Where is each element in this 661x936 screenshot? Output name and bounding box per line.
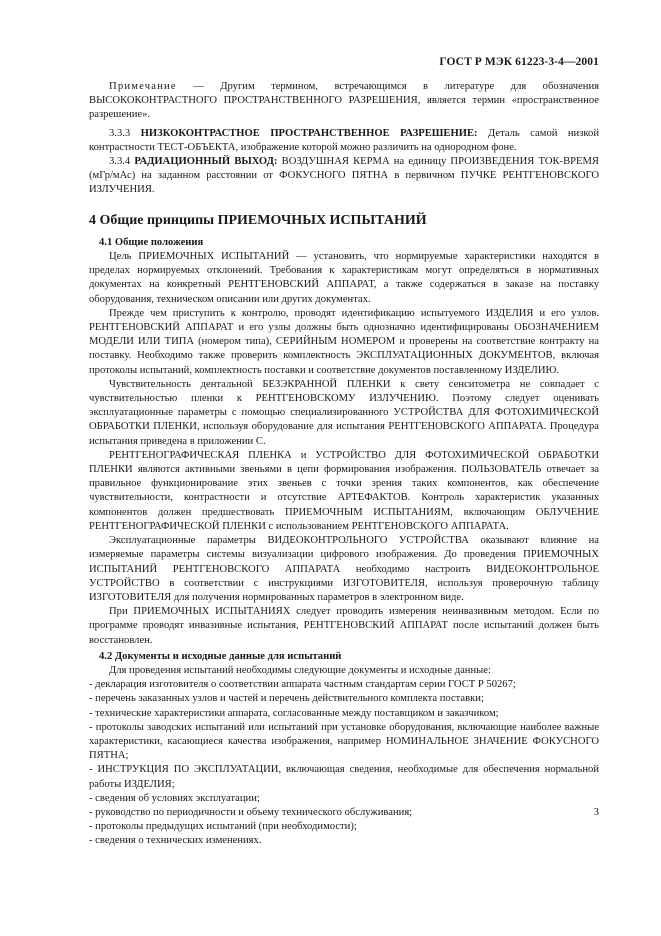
section-4-2-intro: Для проведения испытаний необходимы следующие документы и исходные данные: — [109, 664, 491, 676]
section-4-2-heading: 4.2 Документы и исходные данные для испытаний — [99, 650, 342, 662]
definition-text: ВОЗДУШНАЯ КЕРМА на единицу ПРОИЗВЕДЕНИЯ ТОК-ВРЕМЯ (мГр/мАс) на заданном расстоянии от ФОКУСНОГО ПЯТНА в первичном ПУЧКЕ РЕНТГЕНОВСКОГО ИЗЛУЧЕНИЯ. — [89, 156, 599, 196]
note-text: — Другим термином, встречающимся в литературе для обозначения ВЫСОКОКОНТРАСТНОГО ПРОСТРАНСТВЕННОГО РАЗРЕШЕНИЯ, является термин «пространственное разрешение». — [89, 81, 599, 121]
list-item: - протоколы предыдущих испытаний (при необходимости); — [89, 821, 357, 833]
list-item: - сведения об условиях эксплуатации; — [89, 792, 260, 804]
page-number: 3 — [593, 807, 599, 818]
paragraph: Чувствительность дентальной БЕЗЭКРАННОЙ ПЛЕНКИ к свету сенситометра не совпадает с чувствительностью пленки к РЕНТГЕНОВСКОМУ ИЗЛУЧЕНИЮ. Поэтому следует оценивать эксплуатационные параметры с помощью специализированного УСТРОЙСТВА ДЛЯ ФОТОХИМИЧЕСКОЙ ОБРАБОТКИ ПЛЕНКИ, используя оборудование для испытания РЕНТГЕНОВСКОГО АППАРАТА. Процедура испытания приведена в приложении С. — [89, 378, 599, 447]
list-item: - перечень заказанных узлов и частей и перечень действительного комплекта поставки; — [89, 693, 484, 705]
document-header: ГОСТ Р МЭК 61223-3-4—2001 — [439, 56, 599, 68]
note-label: Примечание — [109, 81, 177, 92]
paragraph: РЕНТГЕНОГРАФИЧЕСКАЯ ПЛЕНКА и УСТРОЙСТВО ДЛЯ ФОТОХИМИЧЕСКОЙ ОБРАБОТКИ ПЛЕНКИ являются активными звеньями в цепи формирования изображения. ПОЛЬЗОВАТЕЛЬ отвечает за правильное функционирование этих звеньев с точки зрения таких компонентов, как обеспечение чувствительности, контрастности и отсутствие АРТЕФАКТОВ. Контроль характеристик указанных компонентов должен предшествовать ПРИЕМОЧНЫМ ИСПЫТАНИЯМ, включающим ОБЛУЧЕНИЕ РЕНТГЕНОГРАФИЧЕСКОЙ ПЛЕНКИ с использованием РЕНТГЕНОВСКОГО АППАРАТА. — [89, 449, 599, 532]
definition-number: 3.3.3 — [109, 127, 131, 139]
definition-term: РАДИАЦИОННЫЙ ВЫХОД: — [134, 156, 278, 168]
list-item: - руководство по периодичности и объему технического обслуживания; — [89, 806, 413, 818]
paragraph: Прежде чем приступить к контролю, проводят идентификацию испытуемого ИЗДЕЛИЯ и его узлов. РЕНТГЕНОВСКИЙ АППАРАТ и его узлы должны быть однозначно идентифицированы ОБОЗНАЧЕНИЕМ МОДЕЛИ ИЛИ ТИПА (номером типа), СЕРИЙНЫМ НОМЕРОМ и проверены на соответствие контракту на поставку. Необходимо также проверить комплектность ЭКСПЛУАТАЦИОННЫХ ДОКУМЕНТОВ, включая протоколы испытаний, комплектность поставки и соответствие документов поставленному ИЗДЕЛИЮ. — [89, 307, 599, 376]
definition-term: НИЗКОКОНТРАСТНОЕ ПРОСТРАНСТВЕННОЕ РАЗРЕШЕНИЕ: — [140, 127, 478, 139]
list-item: - сведения о технических изменениях. — [89, 835, 262, 847]
list-item: - протоколы заводских испытаний или испытаний при установке оборудования, включающие наиболее важные характеристики, касающиеся качества изображения, например НОМИНАЛЬНОЕ ЗНАЧЕНИЕ ФОКУСНОГО ПЯТНА; — [89, 721, 599, 762]
document-body — [89, 80, 599, 849]
documents-list — [89, 678, 599, 848]
list-item: - технические характеристики аппарата, согласованные между поставщиком и заказчиком; — [89, 707, 499, 719]
note-paragraph — [89, 80, 599, 123]
definition-3-3-3 — [89, 127, 599, 155]
definition-text: Деталь самой низкой контрастности ТЕСТ-ОБЪЕКТА, изображение которой можно различить на однородном фоне. — [89, 127, 599, 153]
paragraph: Цель ПРИЕМОЧНЫХ ИСПЫТАНИЙ — установить, что нормируемые характеристики находятся в пределах нормируемых отклонений. Требования к характеристикам могут определяться в нормативных документах на конкретный РЕНТГЕНОВСКИЙ АППАРАТ, а также содержаться в заказе на поставку оборудования, техническом описании или других документах. — [89, 251, 599, 305]
list-item: - ИНСТРУКЦИЯ ПО ЭКСПЛУАТАЦИИ, включающая сведения, необходимые для обеспечения нормальной работы ИЗДЕЛИЯ; — [89, 764, 599, 790]
section-4-1-heading: 4.1 Общие положения — [99, 236, 204, 248]
definition-number: 3.3.4 — [109, 156, 131, 168]
paragraph: Эксплуатационные параметры ВИДЕОКОНТРОЛЬНОГО УСТРОЙСТВА оказывают влияние на измеряемые параметры системы визуализации цифрового изображения. До проведения ПРИЕМОЧНЫХ ИСПЫТАНИЙ РЕНТГЕНОВСКОГО АППАРАТА необходимо настроить ВИДЕОКОНТРОЛЬНОЕ УСТРОЙСТВО в соответствии с инструкциями ИЗГОТОВИТЕЛЯ, используя проверочную таблицу ИЗГОТОВИТЕЛЯ для получения нормированных параметров в электронном виде. — [89, 535, 599, 603]
definition-3-3-4 — [89, 155, 599, 198]
list-item: - декларация изготовителя о соответствии аппарата частным стандартам серии ГОСТ Р 50267; — [89, 679, 516, 691]
section-4-heading: 4 Общие принципы ПРИЕМОЧНЫХ ИСПЫТАНИЙ — [89, 212, 427, 228]
paragraph: При ПРИЕМОЧНЫХ ИСПЫТАНИЯХ следует проводить измерения неинвазивным методом. Если по программе проводят инвазивные испытания, РЕНТГЕНОВСКИЙ АППАРАТ после испытаний должен быть восстановлен. — [89, 606, 599, 646]
